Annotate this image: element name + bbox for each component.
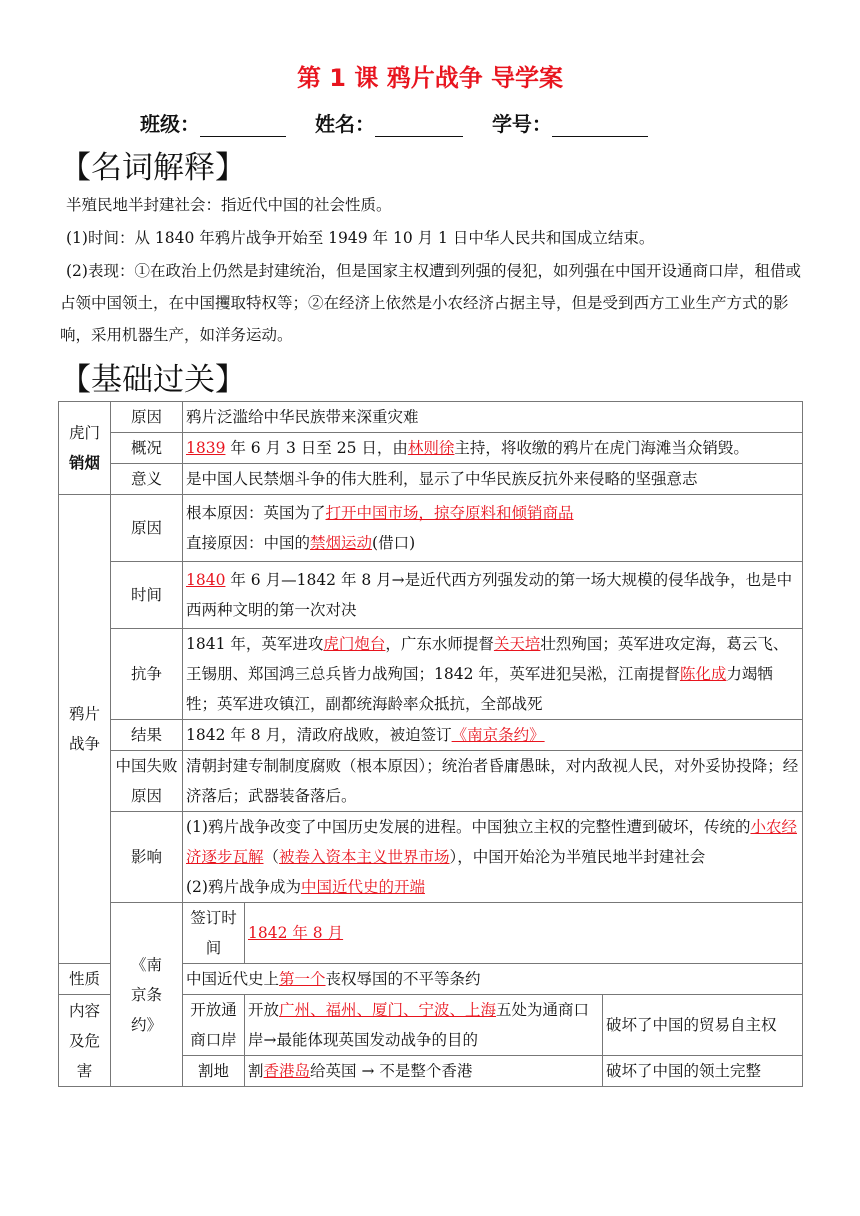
row-header: 原因 (111, 402, 183, 433)
table-row (59, 751, 803, 812)
group-nanjing-treaty: 《南 京条 约》 (111, 903, 183, 1087)
id-blank[interactable] (552, 116, 648, 137)
group-humen: 虎门 销烟 (59, 402, 111, 495)
row-content: 清朝封建专制制度腐败（根本原因）；统治者昏庸愚昧，对内敌视人民，对外妥协投降；经济落后；武器装备落后。 (183, 751, 803, 812)
class-label: 班级： (140, 112, 200, 136)
row-effect: 破坏了中国的领土完整 (603, 1056, 803, 1087)
page-title: 第 1 课 鸦片战争 导学案 (296, 64, 564, 92)
row-header: 内容及危 害 (59, 995, 111, 1087)
row-content: 是中国人民禁烟斗争的伟大胜利，显示了中华民族反抗外来侵略的坚强意志 (183, 464, 803, 495)
table-row (59, 495, 803, 562)
row-content: 1842 年 8 月 (245, 903, 803, 964)
name-blank[interactable] (375, 116, 463, 137)
row-header: 时间 (111, 562, 183, 629)
basics-table (58, 401, 803, 1087)
table-row (59, 720, 803, 751)
row-content: 1840 年 6 月—1842 年 8 月→是近代西方列强发动的第一场大规模的侵华战争，也是中西两种文明的第一次对决 (183, 562, 803, 629)
row-header: 抗争 (111, 629, 183, 720)
table-row (59, 562, 803, 629)
row-header: 中国失败 原因 (111, 751, 183, 812)
term-manifestation: (2)表现：①在政治上仍然是封建统治，但是国家主权遭到列强的侵犯，如列强在中国开设通商口岸，租借或占领中国领土，在中国攫取特权等；②在经济上依然是小农经济占据主导，但是受到西方工业生产方式的影响，采用机器生产，如洋务运动。 (60, 262, 801, 344)
row-header: 影响 (111, 812, 183, 903)
row-header: 结果 (111, 720, 183, 751)
table-row (59, 629, 803, 720)
name-label: 姓名： (314, 112, 375, 136)
row-content: 鸦片泛滥给中华民族带来深重灾难 (183, 402, 803, 433)
sub-header: 割地 (183, 1056, 245, 1087)
section-heading-terms: 【名词解释】 (60, 150, 246, 186)
row-content: 1842 年 8 月，清政府战败，被迫签订《南京条约》 (183, 720, 803, 751)
table-row (59, 402, 803, 433)
table-row (59, 903, 803, 964)
section-heading-basics: 【基础过关】 (60, 362, 246, 398)
row-content: 开放广州、福州、厦门、宁波、上海五处为通商口岸→最能体现英国发动战争的目的 (245, 995, 603, 1056)
id-label: 学号： (491, 112, 552, 136)
row-content: 1841 年，英军进攻虎门炮台，广东水师提督关天培壮烈殉国；英军进攻定海，葛云飞、王锡朋、郑国鸿三总兵皆力战殉国；1842 年，英军进犯吴淞，江南提督陈化成力竭牺牲；英军进攻镇江，副都统海龄率众抵抗，全部战死 (183, 629, 803, 720)
row-header: 概况 (111, 433, 183, 464)
row-content: 1839 年 6 月 3 日至 25 日，由林则徐主持，将收缴的鸦片在虎门海滩当众销毁。 (183, 433, 803, 464)
row-header: 性质 (59, 964, 111, 995)
table-row (59, 433, 803, 464)
row-content: 中国近代史上第一个丧权辱国的不平等条约 (183, 964, 803, 995)
table-row (59, 812, 803, 903)
term-definition: 半殖民地半封建社会：指近代中国的社会性质。 (66, 196, 392, 214)
row-effect: 破坏了中国的贸易自主权 (603, 995, 803, 1056)
class-blank[interactable] (200, 116, 286, 137)
row-content: 割香港岛给英国 → 不是整个香港 (245, 1056, 603, 1087)
table-row (59, 464, 803, 495)
student-info-line (140, 108, 670, 137)
row-header: 意义 (111, 464, 183, 495)
row-header: 签订时间 (183, 903, 245, 964)
row-content: (1)鸦片战争改变了中国历史发展的进程。中国独立主权的完整性遭到破坏，传统的小农经济逐步瓦解（被卷入资本主义世界市场），中国开始沦为半殖民地半封建社会 (2)鸦片战争成为中国近代史的开端 (183, 812, 803, 903)
group-opium-war: 鸦片 战争 (59, 495, 111, 964)
term-time: (1)时间：从 1840 年鸦片战争开始至 1949 年 10 月 1 日中华人民共和国成立结束。 (66, 229, 655, 247)
row-header: 原因 (111, 495, 183, 562)
row-content: 根本原因：英国为了打开中国市场，掠夺原料和倾销商品 直接原因：中国的禁烟运动(借口) (183, 495, 803, 562)
sub-header: 开放通 商口岸 (183, 995, 245, 1056)
